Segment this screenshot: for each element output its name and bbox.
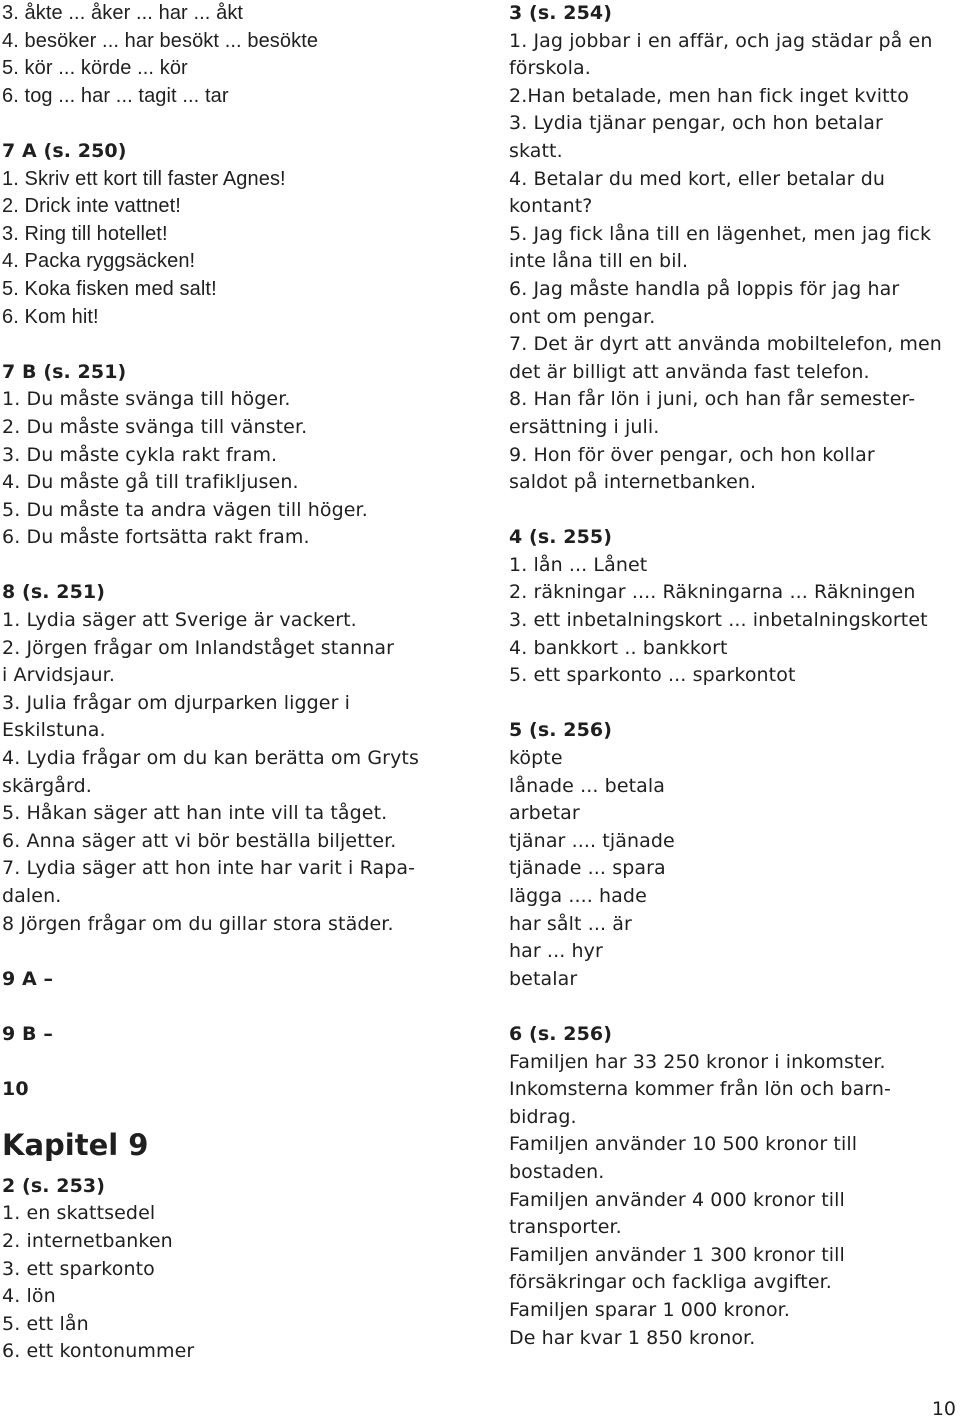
spacer <box>2 993 482 1021</box>
spacer <box>2 552 482 580</box>
text-line: 2. räkningar .... Räkningarna ... Räkningen <box>509 581 916 604</box>
text-line: dalen. <box>2 885 62 907</box>
text-line: 6. tog ... har ... tagit ... tar <box>2 84 229 107</box>
chapter-title: Kapitel 9 <box>2 1127 149 1162</box>
text-line: 4. bankkort .. bankkort <box>509 636 728 659</box>
text-line: 8. Han får lön i juni, och han får semester- <box>509 388 916 411</box>
spacer <box>2 1049 482 1077</box>
text-line: 3. Ring till hotellet! <box>2 222 168 245</box>
text-line: 9. Hon för över pengar, och hon kollar <box>509 443 875 466</box>
text-line: 1. Lydia säger att Sverige är vackert. <box>2 609 357 632</box>
section-heading: 7 A (s. 250) <box>2 139 127 162</box>
text-line: 7. Lydia säger att hon inte har varit i Rapa- <box>2 857 416 880</box>
text-line: 2. Drick inte vattnet! <box>2 195 181 218</box>
text-line: försäkringar och fackliga avgifter. <box>509 1271 832 1294</box>
section-4 <box>509 524 949 690</box>
section-heading: 8 (s. 251) <box>2 581 106 604</box>
text-line: i Arvidsjaur. <box>2 664 115 687</box>
text-line: 4. besöker ... har besökt ... besökte <box>2 29 319 52</box>
text-line: har ... hyr <box>509 940 603 963</box>
text-line: 6. ett kontonummer <box>2 1340 195 1363</box>
text-line: Inkomsterna kommer från lön och barn- <box>509 1078 891 1101</box>
section-5 <box>509 717 949 993</box>
spacer <box>2 938 482 966</box>
text-line: 3. ett inbetalningskort ... inbetalningskortet <box>509 609 928 632</box>
page-number: 10 <box>931 1398 956 1420</box>
text-line: 2. internetbanken <box>2 1229 173 1252</box>
text-line: 5. Håkan säger att han inte vill ta tåget. <box>2 802 388 825</box>
section-heading: 3 (s. 254) <box>509 2 613 24</box>
text-line: 1. lån ... Lånet <box>509 553 648 576</box>
section-7a <box>2 138 482 331</box>
section-3 <box>509 0 949 497</box>
text-line: De har kvar 1 850 kronor. <box>509 1326 756 1349</box>
text-line: 6. Du måste fortsätta rakt fram. <box>2 526 310 549</box>
text-line: 4. Packa ryggsäcken! <box>2 250 196 273</box>
section-9b-heading: 9 B – <box>2 1022 53 1045</box>
text-line: betalar <box>509 967 578 990</box>
text-line: förskola. <box>509 57 591 80</box>
section-2 <box>2 1173 482 1366</box>
text-line: 7. Det är dyrt att använda mobiltelefon, men <box>509 333 942 356</box>
text-line: 4. Du måste gå till trafikljusen. <box>2 471 299 494</box>
left-column <box>2 0 482 1366</box>
text-line: 8 Jörgen frågar om du gillar stora städer. <box>2 912 394 935</box>
section-9a-heading: 9 A – <box>2 967 54 990</box>
text-line: 2. Jörgen frågar om Inlandståget stannar <box>2 636 395 659</box>
text-line: 1. Du måste svänga till höger. <box>2 388 291 411</box>
text-line: 3. åkte ... åker ... har ... åkt <box>2 2 244 24</box>
text-line: kontant? <box>509 195 593 218</box>
section-heading: 2 (s. 253) <box>2 1174 106 1197</box>
text-line: 1. Jag jobbar i en affär, och jag städar på en <box>509 29 933 52</box>
text-line: 3. Julia frågar om djurparken ligger i <box>2 691 351 714</box>
text-line: Familjen har 33 250 kronor i inkomster. <box>509 1050 886 1073</box>
text-line: transporter. <box>509 1216 622 1239</box>
text-line: 5. Du måste ta andra vägen till höger. <box>2 498 368 521</box>
section-10-heading: 10 <box>2 1078 29 1101</box>
text-line: 5. Koka fisken med salt! <box>2 277 217 300</box>
text-line: bidrag. <box>509 1105 577 1128</box>
section-heading: 7 B (s. 251) <box>2 360 127 383</box>
spacer <box>2 331 482 359</box>
text-line: tjänade ... spara <box>509 857 666 880</box>
text-line: 3. Lydia tjänar pengar, och hon betalar <box>509 112 883 135</box>
spacer <box>509 690 949 718</box>
text-line: Familjen använder 1 300 kronor till <box>509 1243 845 1266</box>
text-line: 2.Han betalade, men han fick inget kvitto <box>509 84 909 107</box>
text-line: saldot på internetbanken. <box>509 471 757 494</box>
text-line: 2. Du måste svänga till vänster. <box>2 415 308 438</box>
text-line: 5. ett sparkonto ... sparkontot <box>509 664 796 687</box>
text-line: skatt. <box>509 139 563 162</box>
section-heading: 6 (s. 256) <box>509 1022 613 1045</box>
text-line: köpte <box>509 747 563 770</box>
top-lines <box>2 0 482 110</box>
text-line: skärgård. <box>2 774 92 797</box>
text-line: 4. Betalar du med kort, eller betalar du <box>509 167 885 190</box>
text-line: bostaden. <box>509 1160 605 1183</box>
text-line: lånade ... betala <box>509 774 666 797</box>
section-8 <box>2 579 482 938</box>
text-line: 4. Lydia frågar om du kan berätta om Gryts <box>2 747 419 770</box>
text-line: tjänar .... tjänade <box>509 829 675 852</box>
text-line: 6. Jag måste handla på loppis för jag har <box>509 277 900 300</box>
text-line: har sålt ... är <box>509 912 632 935</box>
spacer <box>2 110 482 138</box>
text-line: 1. Skriv ett kort till faster Agnes! <box>2 167 286 190</box>
text-line: 6. Kom hit! <box>2 305 99 328</box>
section-6 <box>509 1021 949 1352</box>
text-line: 3. ett sparkonto <box>2 1257 155 1280</box>
section-7b <box>2 359 482 552</box>
section-heading: 4 (s. 255) <box>509 526 613 549</box>
text-line: 5. Jag fick låna till en lägenhet, men jag fick <box>509 222 932 245</box>
spacer <box>509 497 949 525</box>
text-line: ersättning i juli. <box>509 415 660 438</box>
text-line: 5. kör ... körde ... kör <box>2 57 188 80</box>
text-line: Familjen använder 4 000 kronor till <box>509 1188 845 1211</box>
section-heading: 5 (s. 256) <box>509 719 613 742</box>
text-line: Familjen använder 10 500 kronor till <box>509 1133 858 1156</box>
text-line: lägga .... hade <box>509 885 647 907</box>
text-line: 6. Anna säger att vi bör beställa biljetter. <box>2 829 397 852</box>
text-line: 1. en skattsedel <box>2 1202 156 1225</box>
text-line: ont om pengar. <box>509 305 656 328</box>
text-line: det är billigt att använda fast telefon. <box>509 360 870 383</box>
text-line: inte låna till en bil. <box>509 250 689 273</box>
right-column <box>509 0 949 1352</box>
text-line: Eskilstuna. <box>2 719 106 742</box>
text-line: 3. Du måste cykla rakt fram. <box>2 443 278 466</box>
text-line: 4. lön <box>2 1285 56 1308</box>
text-line: 5. ett lån <box>2 1312 89 1335</box>
text-line: arbetar <box>509 802 580 825</box>
text-line: Familjen sparar 1 000 kronor. <box>509 1298 790 1321</box>
spacer <box>509 993 949 1021</box>
